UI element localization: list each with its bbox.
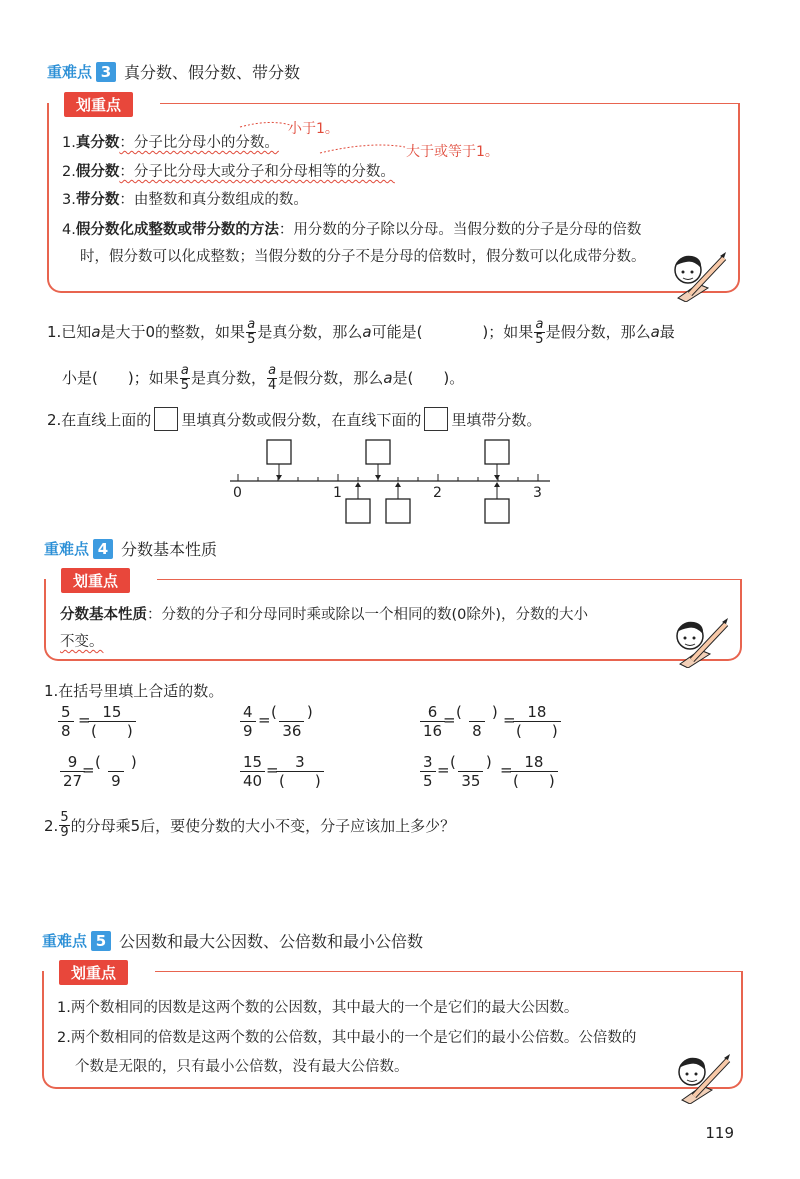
eq1-frac-b: 15 ( ): [88, 703, 136, 740]
lower-answer-box: [386, 499, 410, 523]
section-tag: 重难点: [44, 540, 90, 558]
answer-box-sample: [424, 407, 448, 431]
axis-label-1: 1: [333, 485, 342, 501]
eq3-frac-a: 6 16: [420, 703, 445, 740]
annotation-less-than-one: 小于1。: [288, 121, 339, 137]
kp-item-3: 3.带分数：由整数和真分数组成的数。: [62, 192, 308, 208]
page-number: 119: [705, 1124, 734, 1142]
question-3-1-line1: 1.已知a是大于0的整数，如果 $\frac{a}{5}$ 是真分数，那么a可能是( )；如果 $\frac{a}{5}$ 是假分数，那么a最: [47, 317, 675, 347]
kp-item-1: 1.真分数：分子比分母小的分数。: [62, 135, 279, 151]
eq4-frac-a: 9 27: [60, 753, 85, 790]
annotation-greater-equal-one: 大于或等于1。: [406, 144, 499, 160]
kp-item-4-line2: 时，假分数可以化成整数；当假分数的分子不是分母的倍数时，假分数可以化成带分数。: [80, 249, 646, 265]
question-4-1: 1.在括号里填上合适的数。: [44, 682, 224, 700]
question-4-2: 2. $\frac{5}{9}$ 的分母乘5后，要使分数的大小不变，分子应该加上多少？: [44, 810, 456, 840]
upper-answer-box: [267, 440, 291, 464]
section-tag: 重难点: [42, 932, 88, 950]
section-tag: 重难点: [47, 63, 93, 81]
section-5-heading: [42, 929, 423, 952]
eq4-frac-b: ( ) 9: [95, 753, 137, 790]
kp-rule-line2: 不变。: [60, 634, 104, 650]
eq3-frac-c: 18 ( ): [513, 703, 561, 740]
axis-label-2: 2: [433, 485, 442, 501]
eq6-frac-a: 3 5: [420, 753, 436, 790]
eq2-frac-b: ( ) 36: [271, 703, 313, 740]
pencil-boy-mascot: [670, 614, 730, 668]
upper-answer-box: [366, 440, 390, 464]
eq3-frac-b: ( ) 8: [456, 703, 498, 740]
pencil-boy-mascot: [668, 248, 728, 302]
section-title: 公因数和最大公因数、公倍数和最小公倍数: [119, 932, 424, 951]
question-3-2: 2.在直线上面的 里填真分数或假分数，在直线下面的 里填带分数。: [47, 407, 541, 431]
axis-label-0: 0: [233, 485, 242, 501]
kp-item-4: 4.假分数化成整数或带分数的方法：用分数的分子除以分母。当假分数的分子是分母的倍数: [62, 222, 642, 238]
axis-label-3: 3: [533, 485, 542, 501]
upper-answer-box: [485, 440, 509, 464]
kp-line-3: 个数是无限的，只有最小公倍数，没有最大公倍数。: [75, 1059, 409, 1075]
eq6-frac-b: ( ) 35: [450, 753, 492, 790]
section-number: 4: [93, 539, 113, 559]
key-points-tab: 划重点: [64, 92, 133, 117]
eq5-frac-a: 15 40: [240, 753, 265, 790]
question-3-1-line2: 小是( )；如果 $\frac{a}{5}$ 是真分数， $\frac{a}{4}$ 是假分数，那么a是( )。: [62, 363, 465, 393]
kp-rule: 分数基本性质：分数的分子和分母同时乘或除以一个相同的数(0除外)，分数的大小: [60, 607, 589, 623]
section-title: 真分数、假分数、带分数: [124, 63, 301, 82]
eq1-frac-a: 5 8: [58, 703, 74, 740]
section-3-heading: [47, 60, 300, 83]
key-points-tab: 划重点: [59, 960, 128, 985]
pencil-boy-mascot: [672, 1050, 732, 1104]
section-title: 分数基本性质: [121, 540, 218, 559]
lower-answer-box: [485, 499, 509, 523]
eq6-frac-c: 18 ( ): [510, 753, 558, 790]
answer-box-sample: [154, 407, 178, 431]
eq5-frac-b: 3 ( ): [276, 753, 324, 790]
eq2-frac-a: 4 9: [240, 703, 256, 740]
section-4-heading: [44, 537, 217, 560]
kp-line-1: 1.两个数相同的因数是这两个数的公因数，其中最大的一个是它们的最大公因数。: [57, 1000, 579, 1016]
kp-line-2: 2.两个数相同的倍数是这两个数的公倍数，其中最小的一个是它们的最小公倍数。公倍数的: [57, 1030, 637, 1046]
lower-answer-box: [346, 499, 370, 523]
section-number: 3: [96, 62, 116, 82]
section-number: 5: [91, 931, 111, 951]
kp-item-2: 2.假分数：分子比分母大或分子和分母相等的分数。: [62, 164, 395, 180]
key-points-tab: 划重点: [61, 568, 130, 593]
number-line: [225, 436, 555, 528]
